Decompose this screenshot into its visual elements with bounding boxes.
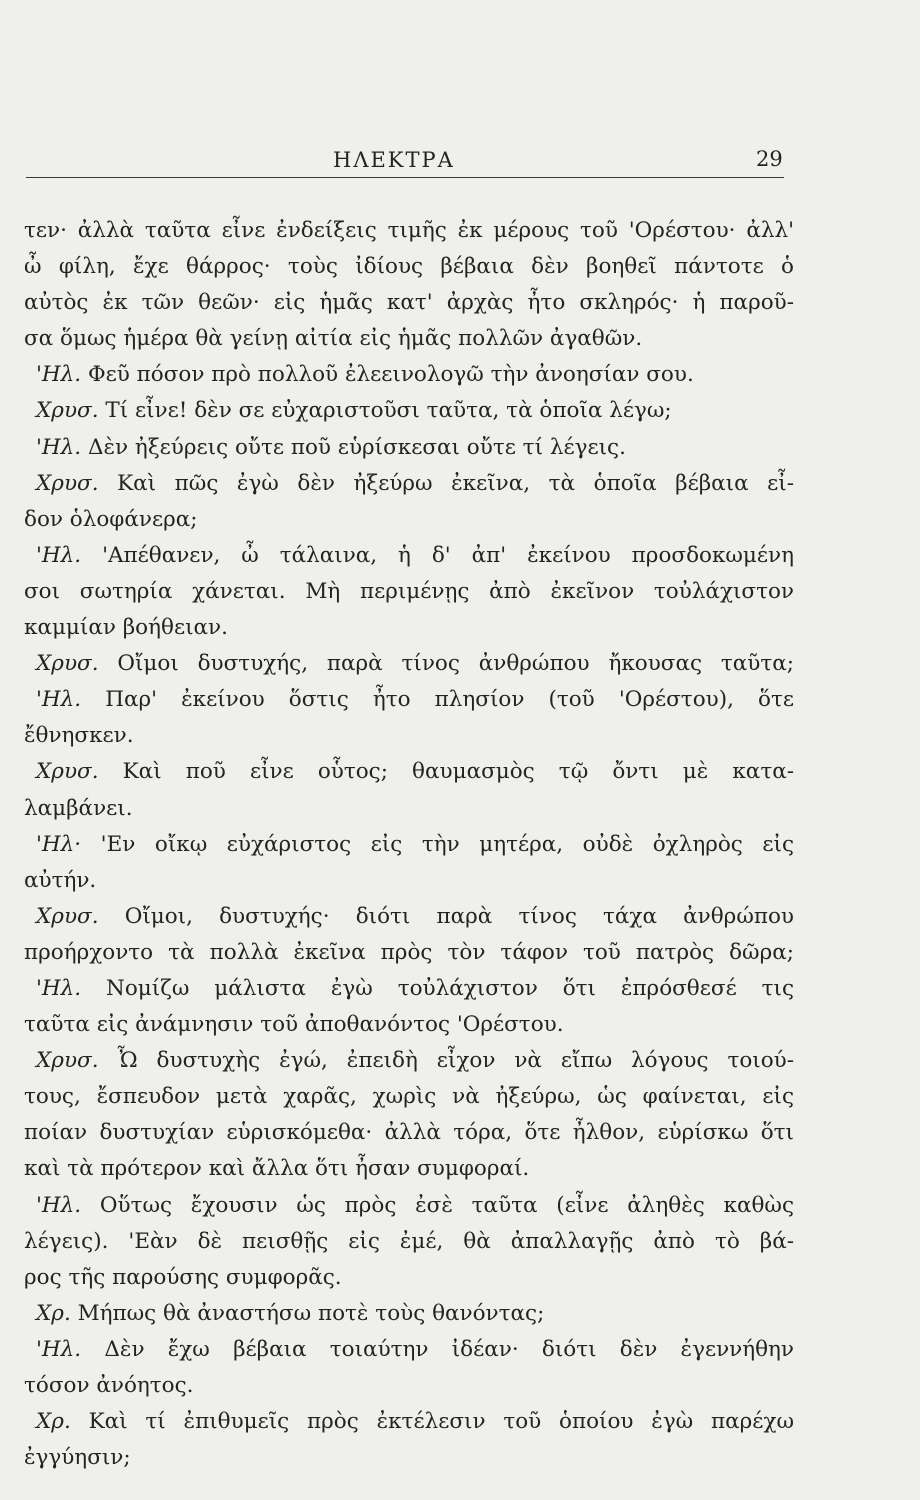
text-line [24,1151,794,1187]
text-line [24,502,794,538]
line-text: Οὕτως ἔχουσιν ὡς πρὸς ἐσὲ ταῦτα (εἶνε ἀληθὲς καθὼς [99,1192,794,1218]
line-text: Καὶ πῶς ἐγὼ δὲν ἠξεύρω ἐκεῖνα, τὰ ὁποῖα βέβαια εἶ- [117,470,794,496]
line-text: λαμβάνει. [24,795,133,821]
text-line [24,213,794,249]
text-line [24,393,794,429]
speaker-label: Χρυσ. [36,651,99,677]
line-text: ἔθνησκεν. [24,723,134,749]
speaker-label: Χρυσ. [36,1048,99,1074]
text-line [24,899,794,935]
line-text: Φεῦ πόσον πρὸ πολλοῦ ἐλεεινολογῶ τὴν ἀνοησίαν σου. [87,362,694,388]
text-line [24,1007,794,1043]
text-line [24,285,794,321]
text-line [24,1224,794,1260]
body-text [24,213,794,1476]
speaker-label: 'Ηλ. [36,975,82,1001]
line-text: Οἴμοι δυστυχής, παρὰ τίνος ἀνθρώπου ἤκουσας ταῦτα; [117,651,794,677]
line-text: Παρ' ἐκείνου ὅστις ἦτο πλησίον (τοῦ 'Ορέστου), ὅτε [105,687,794,713]
text-line [24,718,794,754]
text-line [24,1079,794,1115]
line-text: ὦ φίλη, ἔχε θάρρος· τοὺς ἰδίους βέβαια δὲν βοηθεῖ πάντοτε ὁ [24,254,794,280]
line-text: Ὦ δυστυχὴς ἐγώ, ἐπειδὴ εἶχον νὰ εἴπω λόγους τοιού- [117,1048,794,1074]
speaker-label: Χρυσ. [36,759,99,785]
line-text: Τί εἶνε! δὲν σε εὐχαριστοῦσι ταῦτα, τὰ ὁποῖα λέγω; [105,398,672,424]
text-line [24,1440,794,1476]
line-text: καὶ τὰ πρότερον καὶ ἄλλα ὅτι ἦσαν συμφοραί. [24,1156,530,1182]
speaker-label: Χρυσ. [36,398,99,424]
line-text: τους, ἔσπευδον μετὰ χαρᾶς, χωρὶς νὰ ἠξεύρω, ὡς φαίνεται, εἰς [24,1084,794,1110]
text-line [24,827,794,863]
line-text: καμμίαν βοήθειαν. [24,615,228,641]
speaker-label: 'Ηλ. [36,1336,82,1362]
line-text: ποίαν δυστυχίαν εὑρισκόμεθα· ἀλλὰ τόρα, ὅτε ἦλθον, εὑρίσκω ὅτι [24,1120,794,1146]
text-line [24,1188,794,1224]
line-text: λέγεις). 'Εὰν δὲ πεισθῇς εἰς ἐμέ, θὰ ἀπαλλαγῇς ἀπὸ τὸ βά- [24,1228,794,1254]
page-header [0,142,920,182]
line-text: ταῦτα εἰς ἀνάμνησιν τοῦ ἀποθανόντος 'Ορέστου. [24,1012,564,1038]
line-text: Δὲν ἠξεύρεις οὔτε ποῦ εὑρίσκεσαι οὔτε τί λέγεις. [87,434,626,460]
text-line [24,1260,794,1296]
speaker-label: 'Ηλ. [36,434,82,460]
line-text: Δὲν ἔχω βέβαια τοιαύτην ἰδέαν· διότι δὲν ἐγεννήθην [104,1336,795,1362]
line-text: σα ὅμως ἡμέρα θὰ γείνῃ αἰτία εἰς ἡμᾶς πολλῶν ἀγαθῶν. [24,326,643,352]
speaker-label: Χρυσ. [36,903,99,929]
text-line [24,1404,794,1440]
line-text: Μήπως θὰ ἀναστήσω ποτὲ τοὺς θανόντας; [77,1300,545,1326]
line-text: προήρχοντο τὰ πολλὰ ἐκεῖνα πρὸς τὸν τάφον τοῦ πατρὸς δῶρα; [24,939,794,965]
text-line [24,321,794,357]
line-text: 'Απέθανεν, ὦ τάλαινα, ἡ δ' ἀπ' ἐκείνου προσδοκωμένη [102,542,794,568]
line-text: Καὶ τί ἐπιθυμεῖς πρὸς ἐκτέλεσιν τοῦ ὁποίου ἐγὼ παρέχω [88,1409,795,1435]
speaker-label: 'Ηλ· [36,831,82,857]
line-text: Καὶ ποῦ εἶνε οὗτος; θαυμασμὸς τῷ ὄντι μὲ κατα- [122,759,794,785]
text-line [24,249,794,285]
line-text: ρος τῆς παρούσης συμφορᾶς. [24,1264,342,1290]
speaker-label: 'Ηλ. [36,687,82,713]
text-line [24,357,794,393]
text-line [24,574,794,610]
text-line [24,791,794,827]
text-line [24,1296,794,1332]
text-line [24,430,794,466]
line-text: τεν· ἀλλὰ ταῦτα εἶνε ἐνδείξεις τιμῆς ἐκ μέρους τοῦ 'Ορέστου· ἀλλ' [24,218,794,243]
speaker-label: 'Ηλ. [36,542,82,568]
line-text: αὐτὸς ἐκ τῶν θεῶν· εἰς ἡμᾶς κατ' ἀρχὰς ἦτο σκληρός· ἡ παροῦ- [24,290,794,316]
header-rule [26,177,784,178]
line-text: τόσον ἀνόητος. [24,1373,194,1398]
page-number: 29 [756,147,783,171]
text-line [24,538,794,574]
speaker-label: Χρ. [36,1409,71,1435]
text-line [24,1332,794,1368]
text-line [24,935,794,971]
speaker-label: 'Ηλ. [36,1192,82,1218]
text-line [24,610,794,646]
line-text: ἐγγύησιν; [24,1445,131,1471]
line-text: σοι σωτηρία χάνεται. Μὴ περιμένῃς ἀπὸ ἐκεῖνον τοὐλάχιστον [24,578,794,604]
text-line [24,1115,794,1151]
text-line [24,646,794,682]
text-line [24,1368,794,1404]
line-text: 'Εν οἴκῳ εὐχάριστος εἰς τὴν μητέρα, οὐδὲ ὀχληρὸς εἰς [100,831,794,857]
line-text: Οἴμοι, δυστυχής· διότι παρὰ τίνος τάχα ἀνθρώπου [124,903,794,929]
line-text: δον ὁλοφάνερα; [24,506,198,532]
line-text: αὐτήν. [24,867,97,893]
speaker-label: Χρυσ. [36,470,99,496]
speaker-label: 'Ηλ. [36,362,82,388]
text-line [24,1043,794,1079]
text-line [24,682,794,718]
text-line [24,754,794,790]
text-line [24,971,794,1007]
line-text: Νομίζω μάλιστα ἐγὼ τοὐλάχιστον ὅτι ἐπρόσθεσέ τις [106,975,794,1001]
running-title: ΗΛΕΚΤΡΑ [333,148,455,172]
text-line [24,863,794,899]
text-line [24,466,794,502]
speaker-label: Χρ. [36,1300,71,1326]
